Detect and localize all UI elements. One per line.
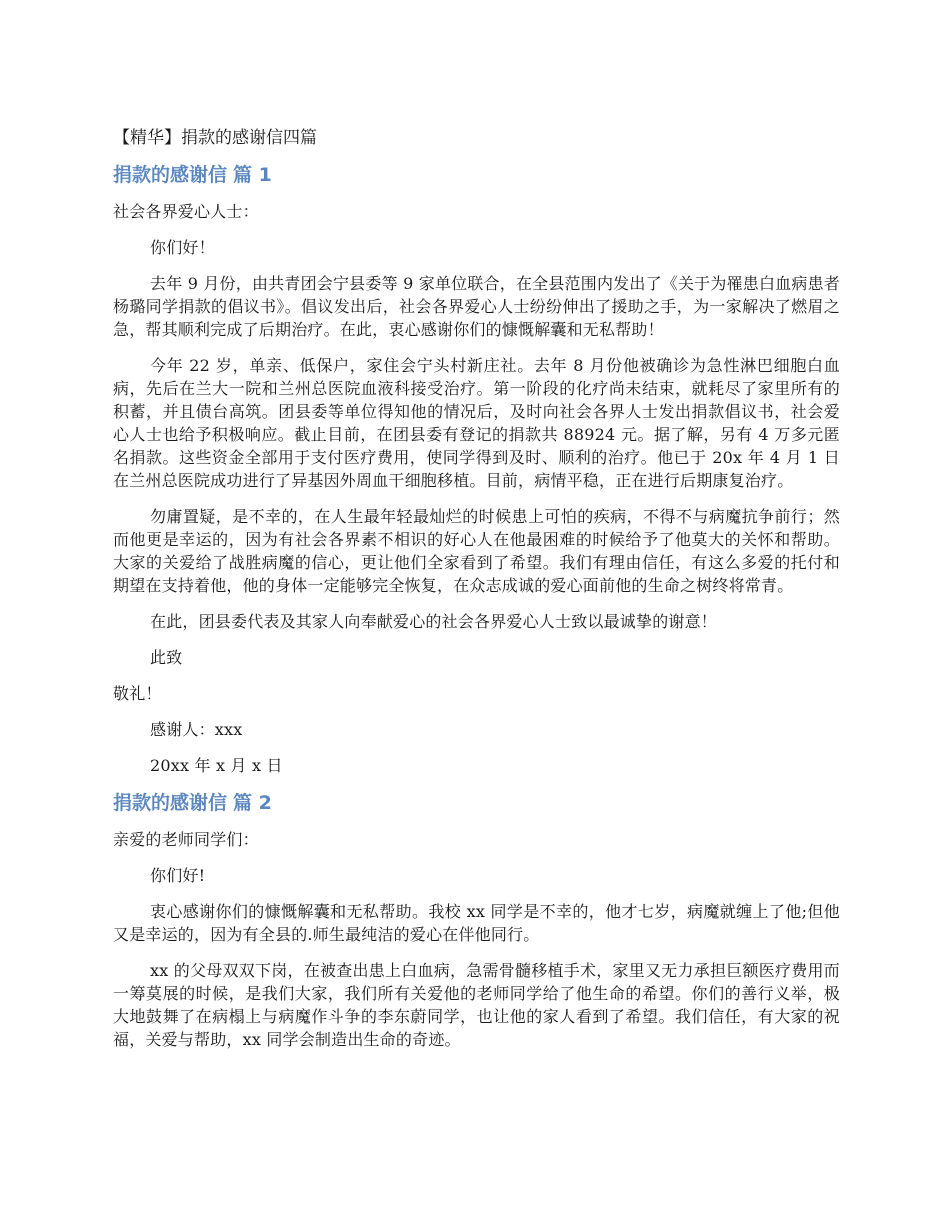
body-paragraph: 在此，团县委代表及其家人向奉献爱心的社会各界爱心人士致以最诚挚的谢意！ bbox=[150, 612, 718, 631]
closing-salute: 敬礼！ bbox=[113, 684, 162, 703]
section-heading-text: 捐款的感谢信 bbox=[113, 164, 228, 186]
body-paragraph: 衷心感谢你们的慷慨解囊和无私帮助。我校 xx 同学是不幸的，他才七岁，病魔就缠上了他;但他又是幸运的，因为有全县的.师生最纯洁的爱心在伴他同行。 bbox=[113, 902, 840, 944]
salutation: 亲爱的老师同学们： bbox=[113, 830, 259, 849]
document-page bbox=[113, 120, 840, 1064]
section-heading bbox=[113, 790, 840, 816]
signer: 感谢人：xxx bbox=[150, 720, 243, 739]
section-heading-number: 篇 1 bbox=[233, 164, 272, 186]
greeting: 你们好！ bbox=[150, 238, 215, 257]
body-paragraph: xx 的父母双双下岗，在被查出患上白血病，急需骨髓移植手术，家里又无力承担巨额医疗费用而一筹莫展的时候，是我们大家，我们所有关爱他的老师同学给了他生命的希望。你们的善行义举，极大地鼓舞了在病榻上与病魔作斗争的李东蔚同学，也让他的家人看到了希望。我们信任，有大家的祝福，关爱与帮助，xx 同学会制造出生命的奇迹。 bbox=[113, 961, 840, 1049]
section-heading-text: 捐款的感谢信 bbox=[113, 792, 228, 814]
document-title: 【精华】捐款的感谢信四篇 bbox=[113, 128, 317, 148]
greeting: 你们好! bbox=[150, 866, 206, 885]
letter-section-2 bbox=[113, 790, 840, 1051]
closing-line: 此致 bbox=[150, 648, 183, 667]
body-paragraph: 勿庸置疑，是不幸的，在人生最年轻最灿烂的时候患上可怕的疾病，不得不与病魔抗争前行；然而他更是幸运的，因为有社会各界素不相识的好心人在他最困难的时候给予了他莫大的关怀和帮助。大家的关爱给了战胜病魔的信心，更让他们全家看到了希望。我们有理由信任，有这么多爱的托付和期望在支持着他，他的身体一定能够完全恢复，在众志成诚的爱心面前他的生命之树终将常青。 bbox=[113, 507, 840, 595]
letter-date: 20xx 年 x 月 x 日 bbox=[150, 756, 283, 775]
body-paragraph: 今年 22 岁，单亲、低保户，家住会宁头村新庄社。去年 8 月份他被确诊为急性淋巴细胞白血病，先后在兰大一院和兰州总医院血液科接受治疗。第一阶段的化疗尚未结束，就耗尽了家里所有的积蓄，并且债台高筑。团县委等单位得知他的情况后，及时向社会各界人士发出捐款倡议书，社会爱心人士也给予积极响应。截止目前，在团县委有登记的捐款共 88924 元。据了解，另有 4 万多元匿名捐款。这些资金全部用于支付医疗费用，使同学得到及时、顺利的治疗。他已于 20x 年 4 月 1 日在兰州总医院成功进行了异基因外周血干细胞移植。目前，病情平稳，正在进行后期康复治疗。 bbox=[113, 356, 840, 490]
body-paragraph: 去年 9 月份，由共青团会宁县委等 9 家单位联合，在全县范围内发出了《关于为罹患白血病患者杨璐同学捐款的倡议书》。倡议发出后，社会各界爱心人士纷纷伸出了援助之手，为一家解决了燃眉之急，帮其顺利完成了后期治疗。在此，衷心感谢你们的慷慨解囊和无私帮助！ bbox=[113, 274, 840, 339]
section-heading bbox=[113, 162, 840, 188]
letter-section-1 bbox=[113, 162, 840, 777]
salutation: 社会各界爱心人士： bbox=[113, 202, 259, 221]
section-heading-number: 篇 2 bbox=[233, 792, 272, 814]
